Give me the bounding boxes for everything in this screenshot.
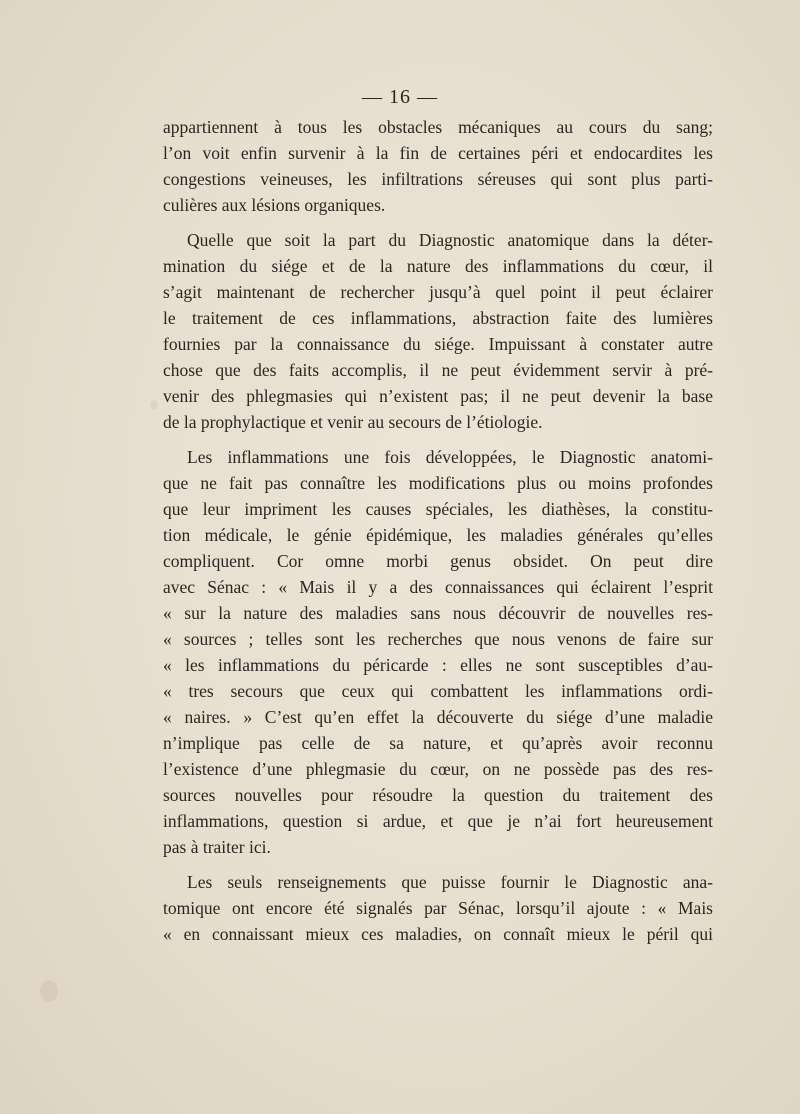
page-number-header: — 16 —: [362, 86, 438, 108]
text-line: tomique ont encore été signalés par Sénac, lorsqu’il ajoute : « Mais: [163, 898, 713, 918]
text-line: chose que des faits accomplis, il ne peut évidemment servir à pré-: [163, 360, 713, 380]
text-line: inflammations, question si ardue, et que je n’ai fort heureusement: [163, 811, 713, 831]
paper-stain: [40, 980, 58, 1002]
text-line: tion médicale, le génie épidémique, les maladies générales qu’elles: [163, 525, 713, 545]
text-line: Quelle que soit la part du Diagnostic anatomique dans la déter-: [187, 230, 713, 250]
paragraph: [163, 869, 713, 947]
text-line: « sur la nature des maladies sans nous découvrir de nouvelles res-: [163, 603, 713, 623]
text-line: n’implique pas celle de sa nature, et qu’après avoir reconnu: [163, 733, 713, 753]
text-line: sources nouvelles pour résoudre la question du traitement des: [163, 785, 713, 805]
text-line: que ne fait pas connaître les modifications plus ou moins profondes: [163, 473, 713, 493]
text-line: mination du siége et de la nature des inflammations du cœur, il: [163, 256, 713, 276]
text-line: « sources ; telles sont les recherches que nous venons de faire sur: [163, 629, 713, 649]
text-line: venir des phlegmasies qui n’existent pas; il ne peut devenir la base: [163, 386, 713, 406]
text-line: l’on voit enfin survenir à la fin de certaines péri et endocardites les: [163, 143, 713, 163]
text-line: fournies par la connaissance du siége. Impuissant à constater autre: [163, 334, 713, 354]
text-line: « les inflammations du péricarde : elles ne sont susceptibles d’au-: [163, 655, 713, 675]
text-line: que leur impriment les causes spéciales, les diathèses, la constitu-: [163, 499, 713, 519]
text-line: l’existence d’une phlegmasie du cœur, on ne possède pas des res-: [163, 759, 713, 779]
text-line: avec Sénac : « Mais il y a des connaissances qui éclairent l’esprit: [163, 577, 713, 597]
text-line: compliquent. Cor omne morbi genus obsidet. On peut dire: [163, 551, 713, 571]
paragraph: [163, 444, 713, 860]
text-line: culières aux lésions organiques.: [163, 195, 386, 215]
text-line: appartiennent à tous les obstacles mécaniques au cours du sang;: [163, 117, 713, 137]
text-line: Les seuls renseignements que puisse fournir le Diagnostic ana-: [187, 872, 713, 892]
text-line: « tres secours que ceux qui combattent les inflammations ordi-: [163, 681, 713, 701]
text-line: Les inflammations une fois développées, le Diagnostic anatomi-: [187, 447, 713, 467]
text-line: le traitement de ces inflammations, abstraction faite des lumières: [163, 308, 713, 328]
text-line: pas à traiter ici.: [163, 837, 271, 857]
text-line: « en connaissant mieux ces maladies, on connaît mieux le péril qui: [163, 924, 713, 944]
text-line: de la prophylactique et venir au secours de l’étiologie.: [163, 412, 543, 432]
text-line: congestions veineuses, les infiltrations séreuses qui sont plus parti-: [163, 169, 713, 189]
body-text: [163, 114, 713, 956]
paragraph: [163, 227, 713, 435]
text-line: s’agit maintenant de rechercher jusqu’à quel point il peut éclairer: [163, 282, 713, 302]
text-line: « naires. » C’est qu’en effet la découverte du siége d’une maladie: [163, 707, 713, 727]
paragraph: [163, 114, 713, 218]
paper-stain: [150, 400, 158, 410]
